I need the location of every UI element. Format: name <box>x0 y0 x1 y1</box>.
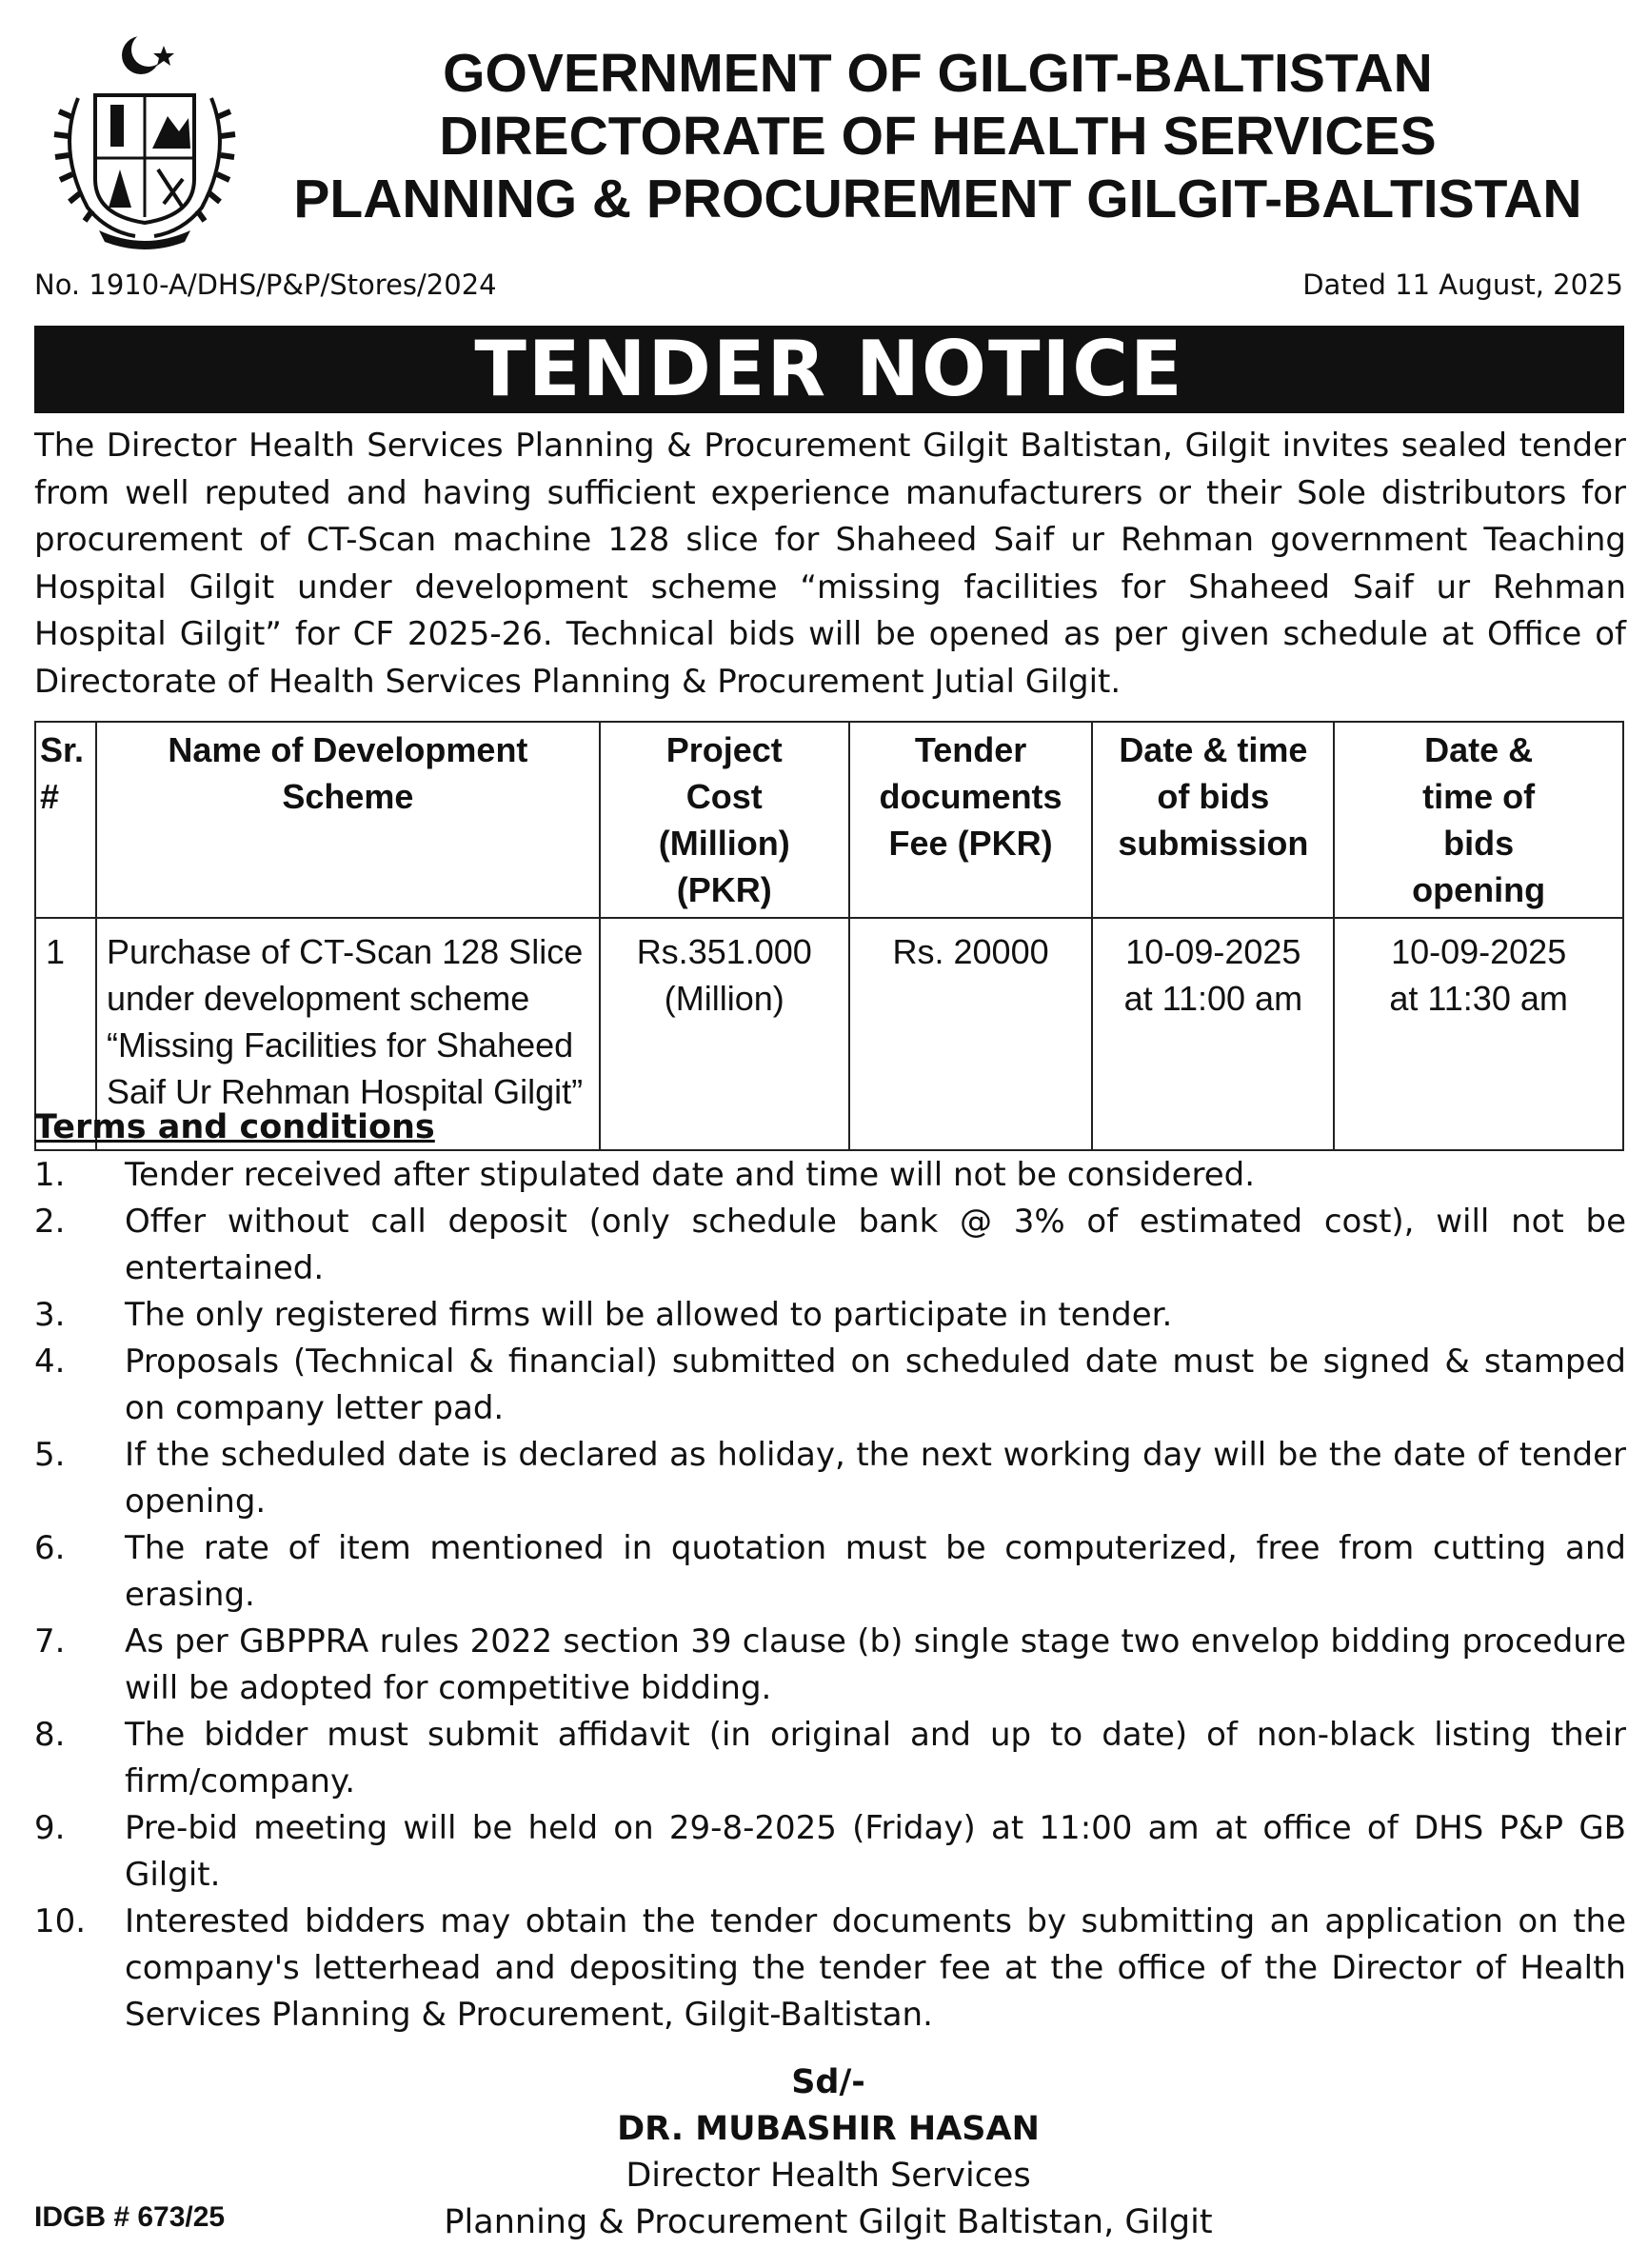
list-item <box>34 1525 1626 1619</box>
term-number: 4. <box>34 1343 66 1381</box>
list-item <box>34 1899 1626 2039</box>
terms-list <box>34 1152 1626 2039</box>
list-item <box>34 1339 1626 1432</box>
term-number: 1. <box>34 1156 66 1194</box>
intro-paragraph: The Director Health Services Planning & Procurement Gilgit Baltistan, Gilgit invites sealed tender from well reputed and having sufficient experience manufacturers or their Sole distributors for procurement of CT-Scan machine 128 slice for Shaheed Saif ur Rehman government Teaching Hospital Gilgit under development scheme “missing facilities for Shaheed Saif ur Rehman Hospital Gilgit” for CF 2025-26. Technical bids will be opened as per given schedule at Office of Directorate of Health Services Planning & Procurement Jutial Gilgit. <box>34 427 1626 701</box>
cell-scheme: Purchase of CT-Scan 128 Slice under development scheme “Missing Facilities for Shaheed Saif Ur Rehman Hospital Gilgit” <box>96 918 600 1150</box>
header-department: PLANNING & PROCUREMENT GILGIT-BALTISTAN <box>293 169 1582 229</box>
term-text: If the scheduled date is declared as holiday, the next working day will be the date of tender opening. <box>125 1436 1626 1521</box>
date: Dated 11 August, 2025 <box>1302 269 1623 301</box>
term-text: The only registered firms will be allowed to participate in tender. <box>125 1296 1173 1334</box>
header-government: GOVERNMENT OF GILGIT-BALTISTAN <box>443 43 1433 104</box>
term-text: Offer without call deposit (only schedule bank @ 3% of estimated cost), will not be entertained. <box>125 1203 1626 1287</box>
list-item <box>34 1619 1626 1712</box>
header-opening: Date & time of bids opening <box>1334 722 1623 918</box>
government-emblem-icon <box>40 27 249 251</box>
header-directorate: DIRECTORATE OF HEALTH SERVICES <box>439 106 1437 167</box>
tender-schedule-table <box>34 721 1624 1151</box>
term-text: As per GBPPRA rules 2022 section 39 clause (b) single stage two envelop bidding procedure will be adopted for competitive bidding. <box>125 1622 1626 1707</box>
list-item <box>34 1432 1626 1525</box>
letterhead <box>257 42 1618 230</box>
list-item <box>34 1152 1626 1199</box>
signature-sd: Sd/- <box>791 2063 865 2101</box>
signatory-name: DR. MUBASHIR HASAN <box>617 2110 1040 2148</box>
term-number: 8. <box>34 1716 66 1754</box>
term-number: 10. <box>34 1902 87 1940</box>
signature-block <box>381 2059 1276 2246</box>
terms-heading: Terms and conditions <box>34 1108 435 1146</box>
cell-submission: 10-09-2025 at 11:00 am <box>1092 918 1334 1150</box>
term-number: 6. <box>34 1529 66 1567</box>
table-header-row <box>35 722 1623 918</box>
term-text: The bidder must submit affidavit (in original and up to date) of non-black listing their firm/company. <box>125 1716 1626 1800</box>
term-text: Proposals (Technical & financial) submitted on scheduled date must be signed & stamped on company letter pad. <box>125 1343 1626 1427</box>
term-text: Interested bidders may obtain the tender documents by submitting an application on the company's letterhead and depositing the tender fee at the office of the Director of Health Services Planning & Procurement, Gilgit-Baltistan. <box>125 1902 1626 2034</box>
cell-fee: Rs. 20000 <box>849 918 1093 1150</box>
header-submission: Date & time of bids submission <box>1092 722 1334 918</box>
term-number: 9. <box>34 1809 66 1847</box>
term-number: 5. <box>34 1436 66 1474</box>
tender-notice-banner: TENDER NOTICE <box>34 326 1624 413</box>
term-number: 7. <box>34 1622 66 1661</box>
list-item <box>34 1199 1626 1292</box>
cell-cost: Rs.351.000 (Million) <box>600 918 849 1150</box>
list-item <box>34 1292 1626 1339</box>
term-text: The rate of item mentioned in quotation must be computerized, free from cutting and erasing. <box>125 1529 1626 1614</box>
cell-sr: 1 <box>35 918 96 1150</box>
header-cost: Project Cost (Million) (PKR) <box>600 722 849 918</box>
header-scheme: Name of Development Scheme <box>96 722 600 918</box>
list-item <box>34 1805 1626 1899</box>
term-text: Pre-bid meeting will be held on 29-8-2025 (Friday) at 11:00 am at office of DHS P&P GB Gilgit. <box>125 1809 1626 1894</box>
term-number: 3. <box>34 1296 66 1334</box>
header-sr: Sr. # <box>35 722 96 918</box>
term-number: 2. <box>34 1203 66 1241</box>
list-item <box>34 1712 1626 1805</box>
term-text: Tender received after stipulated date and time will not be considered. <box>125 1156 1256 1194</box>
signatory-designation: Director Health Services <box>625 2157 1031 2195</box>
header-fee: Tender documents Fee (PKR) <box>849 722 1093 918</box>
reference-number: No. 1910-A/DHS/P&P/Stores/2024 <box>34 269 497 301</box>
idgb-number: IDGB # 673/25 <box>34 2201 226 2233</box>
cell-opening: 10-09-2025 at 11:30 am <box>1334 918 1623 1150</box>
signatory-office: Planning & Procurement Gilgit Baltistan, Gilgit <box>444 2203 1213 2241</box>
